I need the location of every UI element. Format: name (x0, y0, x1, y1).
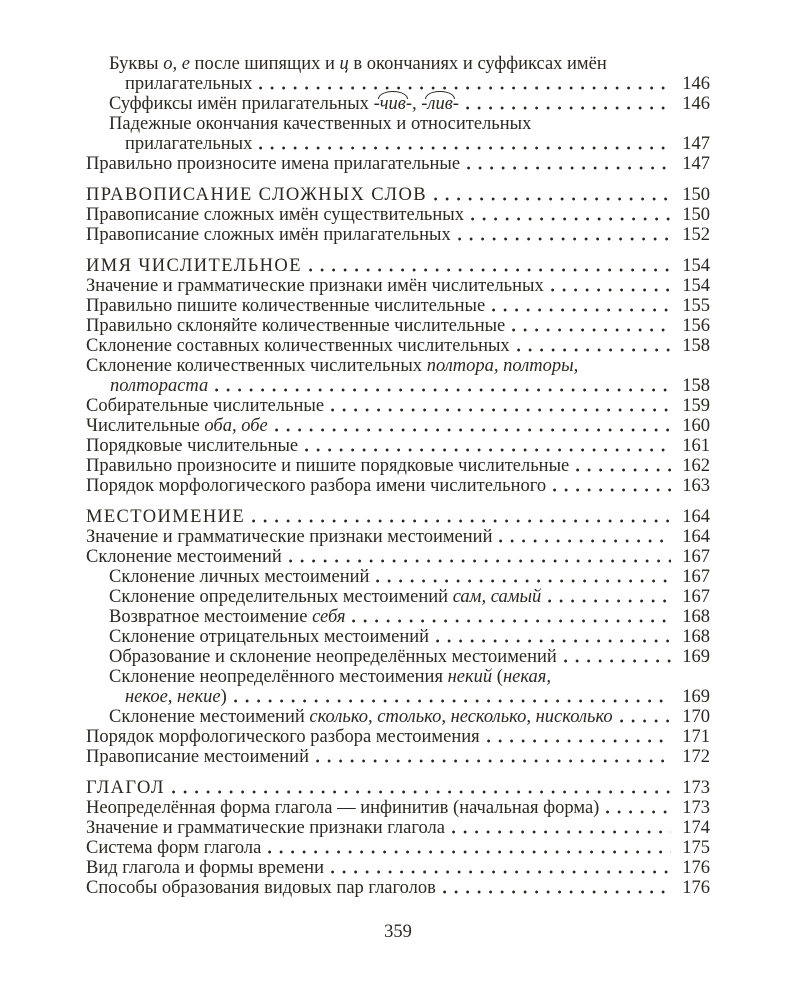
toc-entry-title: Порядок морфологического разбора имени числительного (86, 476, 547, 496)
dot-leader (606, 810, 671, 814)
toc-page-number: 162 (682, 456, 710, 476)
toc-entry (86, 707, 710, 727)
toc-entry (86, 94, 710, 114)
toc-entry-title: Правописание сложных имён прилагательных (86, 225, 451, 245)
toc-entry-line (86, 607, 710, 627)
toc-entry-title: Буквы о, е после шипящих и ц в окончаниях и суффиксах имён (109, 54, 607, 74)
toc-entry-line (86, 567, 710, 587)
toc-page-number: 147 (682, 134, 710, 154)
toc-entry-line (86, 627, 710, 647)
toc-entry (86, 356, 710, 396)
toc-entry-title: Склонение отрицательных местоимений (109, 627, 430, 647)
toc-page-number: 169 (682, 687, 710, 707)
toc-entry-line (86, 416, 710, 436)
dot-leader (576, 468, 671, 472)
toc-entry (86, 587, 710, 607)
toc-page-number: 159 (682, 396, 710, 416)
toc-entry-line (86, 256, 710, 276)
toc-entry (86, 818, 710, 838)
toc-entry (86, 547, 710, 567)
toc-entry-title: Возвратное местоимение себя (109, 607, 346, 627)
toc-page-number: 154 (682, 256, 710, 276)
dot-leader (443, 890, 671, 894)
toc-entry-title: Суффиксы имён прилагательных -чив-, -лив- (109, 94, 459, 114)
toc-page-number: 146 (682, 74, 710, 94)
toc-entry-line (86, 134, 710, 154)
toc-entry-line (86, 296, 710, 316)
toc-entry (86, 336, 710, 356)
dot-leader (352, 619, 671, 623)
toc-entry (86, 114, 710, 154)
toc-page-number: 173 (682, 778, 710, 798)
toc-entry-line (86, 276, 710, 296)
toc-entry-title: Вид глагола и формы времени (86, 858, 324, 878)
dot-leader (458, 237, 671, 241)
toc-section-header (86, 507, 710, 527)
toc-entry-title: прилагательных (125, 134, 253, 154)
toc-entry-title: Образование и склонение неопределённых местоимений (109, 647, 557, 667)
toc-entry-title: Склонение неопределённого местоимения некий (некая, (109, 667, 551, 687)
toc-page-number: 161 (682, 436, 710, 456)
dot-leader (620, 719, 671, 723)
toc-page-number: 169 (682, 647, 710, 667)
toc-entry-line (86, 727, 710, 747)
toc-entry (86, 747, 710, 767)
dot-leader (517, 348, 671, 352)
dot-leader (259, 146, 671, 150)
toc-entry-title: прилагательных (125, 74, 253, 94)
toc-entry-title: Склонение составных количественных числительных (86, 336, 510, 356)
toc-page-number: 167 (682, 547, 710, 567)
toc-entry (86, 154, 710, 174)
toc-page-number: 176 (682, 878, 710, 898)
toc-entry-title: Правильно произносите имена прилагательные (86, 154, 461, 174)
toc-entry-title: Склонение местоимений сколько, столько, несколько, нисколько (109, 707, 613, 727)
toc-entry-title: Падежные окончания качественных и относительных (109, 114, 532, 134)
toc-page-number: 152 (682, 225, 710, 245)
dot-leader (268, 850, 671, 854)
toc-entry-title: Неопределённая форма глагола — инфинитив (начальная форма) (86, 798, 600, 818)
toc-entry (86, 436, 710, 456)
toc-entry (86, 396, 710, 416)
toc-entry-title: Склонение определительных местоимений сам, самый (109, 587, 542, 607)
toc-entry (86, 316, 710, 336)
toc-entry-title: Значение и грамматические признаки местоимений (86, 527, 493, 547)
toc-entry-title: Способы образования видовых пар глаголов (86, 878, 436, 898)
toc-entry-title: Собирательные числительные (86, 396, 325, 416)
toc-page-number: 163 (682, 476, 710, 496)
toc-page-number: 160 (682, 416, 710, 436)
toc-page-number: 147 (682, 154, 710, 174)
toc-entry-title: ГЛАГОЛ (86, 778, 165, 798)
toc-page-number: 176 (682, 858, 710, 878)
toc-page-number: 173 (682, 798, 710, 818)
dot-leader (467, 166, 671, 170)
toc-page-number: 167 (682, 567, 710, 587)
toc-entry-title: Склонение местоимений (86, 547, 282, 567)
toc-entry (86, 527, 710, 547)
toc-entry (86, 54, 710, 94)
toc-entry-line (86, 527, 710, 547)
toc-entry-line (86, 185, 710, 205)
toc-entry-line (86, 547, 710, 567)
toc-entry (86, 667, 710, 707)
toc-entry-line (86, 205, 710, 225)
dot-leader (492, 308, 671, 312)
toc-page-number: 146 (682, 94, 710, 114)
dot-leader (434, 197, 671, 201)
toc-entry-title: Правописание местоимений (86, 747, 309, 767)
toc-page-number: 164 (682, 507, 710, 527)
toc-entry-line (86, 707, 710, 727)
dot-leader (564, 659, 671, 663)
toc-entry (86, 567, 710, 587)
toc-entry-line (86, 376, 710, 396)
suffix-arc-icon: лив (427, 94, 453, 114)
toc-entry-line (86, 356, 710, 376)
toc-entry-line (86, 778, 710, 798)
dot-leader (215, 388, 671, 392)
toc-section-header (86, 778, 710, 798)
toc-entry-line (86, 396, 710, 416)
toc-list (86, 54, 710, 898)
toc-page-number: 170 (682, 707, 710, 727)
toc-entry-line (86, 587, 710, 607)
page-footer-number: 359 (384, 922, 412, 942)
toc-page-number: 158 (682, 376, 710, 396)
dot-leader (553, 488, 671, 492)
toc-entry (86, 276, 710, 296)
toc-entry-line (86, 838, 710, 858)
dot-leader (305, 448, 671, 452)
toc-entry-line (86, 54, 710, 74)
toc-entry-title: Значение и грамматические признаки глагола (86, 818, 445, 838)
toc-entry (86, 607, 710, 627)
dot-leader (234, 699, 671, 703)
toc-page-number: 168 (682, 607, 710, 627)
toc-entry (86, 456, 710, 476)
dot-leader (512, 328, 671, 332)
dot-leader (466, 106, 671, 110)
toc-entry-line (86, 507, 710, 527)
toc-entry (86, 627, 710, 647)
toc-entry-title: Правильно склоняйте количественные числительные (86, 316, 506, 336)
toc-entry-line (86, 878, 710, 898)
toc-page-number: 167 (682, 587, 710, 607)
toc-entry (86, 296, 710, 316)
toc-section-header (86, 256, 710, 276)
toc-entry-line (86, 476, 710, 496)
toc-entry (86, 225, 710, 245)
dot-leader (436, 639, 671, 643)
dot-leader (259, 86, 671, 90)
toc-entry (86, 727, 710, 747)
toc-entry-title: Система форм глагола (86, 838, 262, 858)
dot-leader (289, 559, 671, 563)
dot-leader (487, 739, 671, 743)
dot-leader (452, 830, 671, 834)
toc-page-number: 174 (682, 818, 710, 838)
toc-page-number: 164 (682, 527, 710, 547)
toc-entry (86, 858, 710, 878)
toc-entry-title: Правильно пишите количественные числительные (86, 296, 486, 316)
dot-leader (331, 408, 671, 412)
toc-entry-line (86, 687, 710, 707)
dot-leader (499, 539, 671, 543)
toc-entry-line (86, 667, 710, 687)
toc-entry-title: Правописание сложных имён существительных (86, 205, 464, 225)
dot-leader (376, 579, 671, 583)
toc-page-number: 155 (682, 296, 710, 316)
toc-entry-line (86, 316, 710, 336)
toc-entry-line (86, 336, 710, 356)
toc-entry-line (86, 456, 710, 476)
suffix-arc-icon: чив (379, 94, 406, 114)
toc-entry-title: Порядок морфологического разбора местоимения (86, 727, 480, 747)
toc-page-number: 150 (682, 205, 710, 225)
toc-entry-title: ПРАВОПИСАНИЕ СЛОЖНЫХ СЛОВ (86, 185, 427, 205)
toc-entry-title: полтораста (110, 376, 209, 396)
toc-page-number: 158 (682, 336, 710, 356)
toc-entry-title: Порядковые числительные (86, 436, 299, 456)
dot-leader (551, 288, 671, 292)
toc-entry-line (86, 858, 710, 878)
toc-entry-line (86, 798, 710, 818)
toc-page-number: 150 (682, 185, 710, 205)
toc-entry (86, 798, 710, 818)
toc-entry-line (86, 154, 710, 174)
dot-leader (275, 428, 671, 432)
dot-leader (309, 268, 671, 272)
toc-entry-title: некое, некие) (125, 687, 227, 707)
dot-leader (331, 870, 671, 874)
toc-entry-title: ИМЯ ЧИСЛИТЕЛЬНОЕ (86, 256, 302, 276)
toc-entry-line (86, 647, 710, 667)
dot-leader (252, 519, 671, 523)
toc-entry (86, 476, 710, 496)
toc-entry-title: Значение и грамматические признаки имён числительных (86, 276, 544, 296)
toc-page-number: 171 (682, 727, 710, 747)
toc-entry-line (86, 747, 710, 767)
toc-entry-line (86, 436, 710, 456)
toc-entry-title: Склонение количественных числительных полтора, полторы, (86, 356, 579, 376)
toc-entry-title: Правильно произносите и пишите порядковые числительные (86, 456, 570, 476)
toc-entry-title: Числительные оба, обе (86, 416, 268, 436)
dot-leader (172, 790, 671, 794)
toc-entry (86, 205, 710, 225)
toc-page-number: 168 (682, 627, 710, 647)
toc-page-number: 154 (682, 276, 710, 296)
toc-page-number: 156 (682, 316, 710, 336)
toc-entry (86, 647, 710, 667)
toc-entry (86, 838, 710, 858)
toc-entry-line (86, 94, 710, 114)
dot-leader (316, 759, 671, 763)
toc-entry-title: МЕСТОИМЕНИЕ (86, 507, 246, 527)
toc-page-number: 175 (682, 838, 710, 858)
dot-leader (471, 217, 671, 221)
toc-entry (86, 878, 710, 898)
toc-section-header (86, 185, 710, 205)
toc-page-number: 172 (682, 747, 710, 767)
toc-entry-line (86, 114, 710, 134)
dot-leader (548, 599, 671, 603)
toc-entry-line (86, 225, 710, 245)
toc-entry (86, 416, 710, 436)
toc-entry-line (86, 818, 710, 838)
toc-entry-title: Склонение личных местоимений (109, 567, 370, 587)
